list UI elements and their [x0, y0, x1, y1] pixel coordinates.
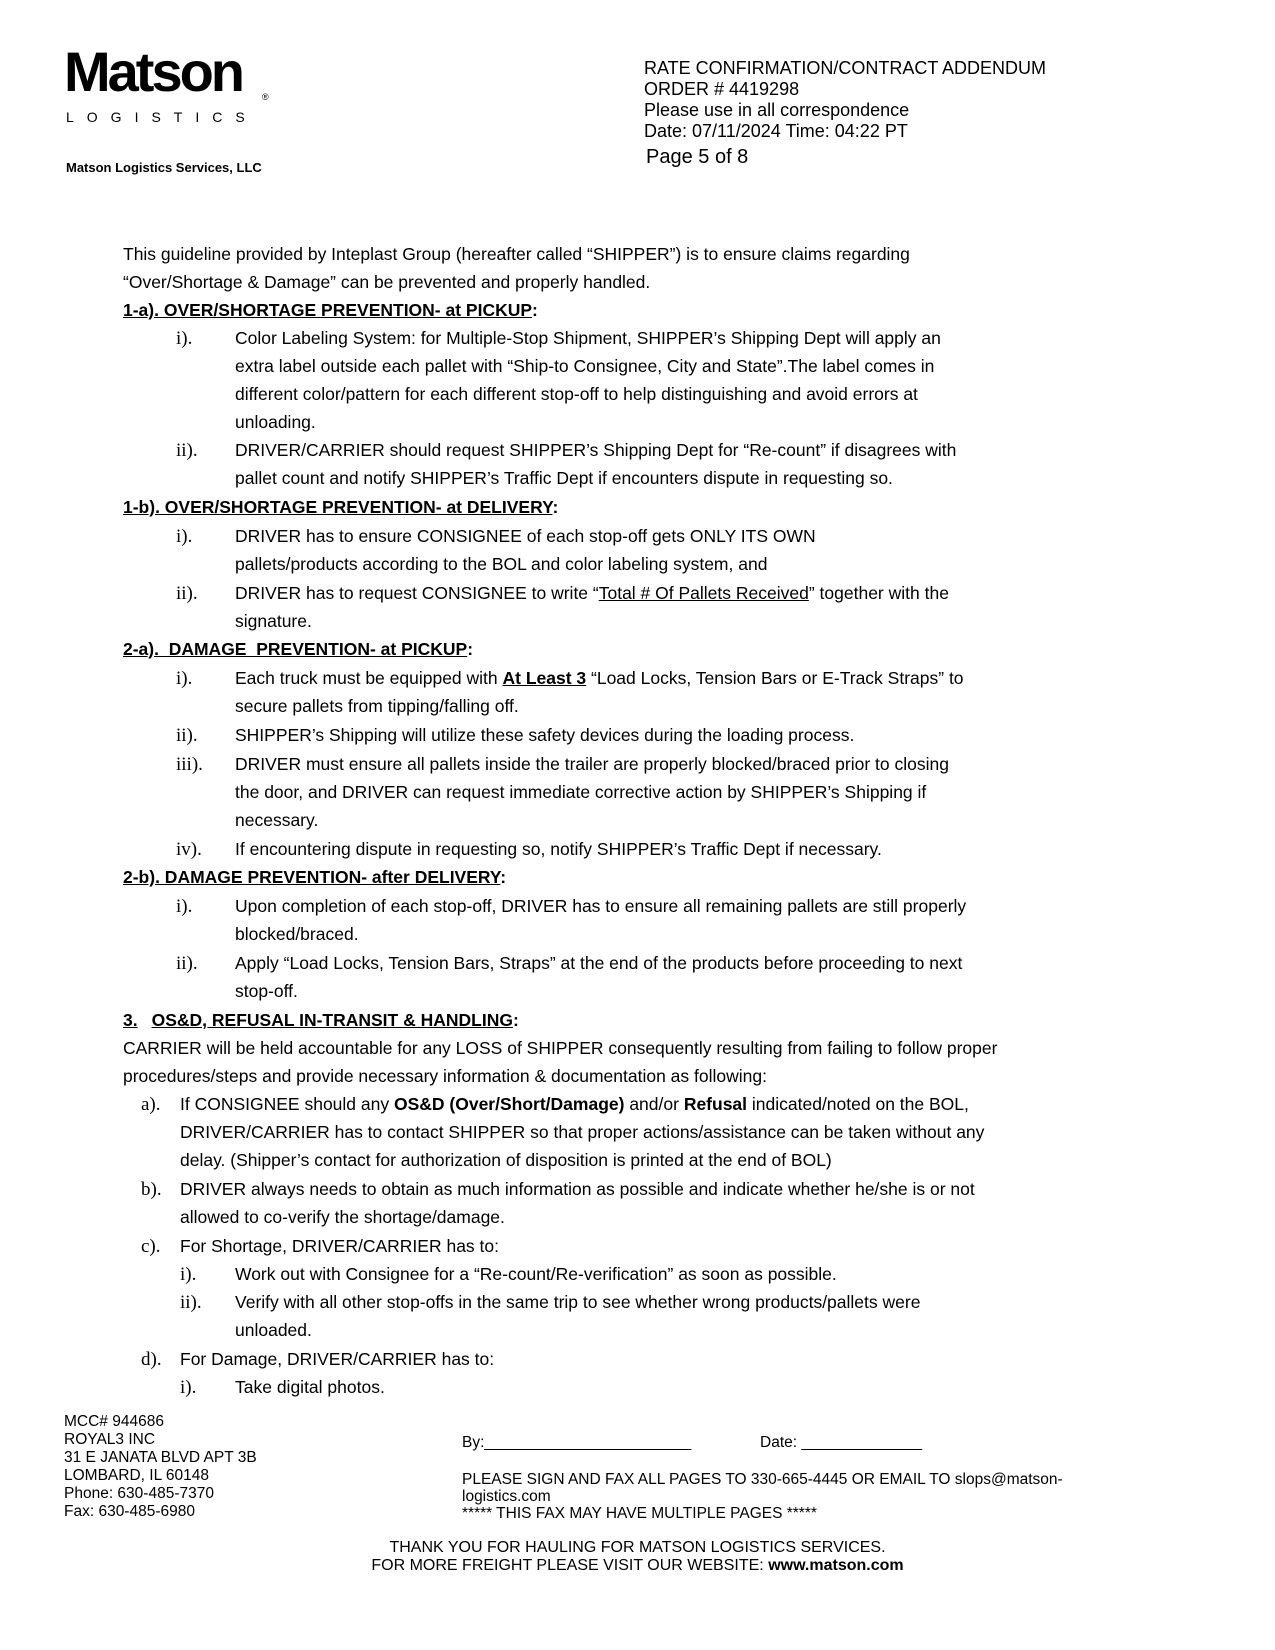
item-number: i).	[176, 526, 193, 547]
item-text: DRIVER always needs to obtain as much information as possible and indicate whether he/she is or not	[180, 1179, 975, 1199]
item-number: iv).	[176, 839, 202, 860]
carrier-name: ROYAL3 INC	[64, 1431, 156, 1448]
website-link[interactable]: www.matson.com	[768, 1557, 904, 1574]
item-text: For Shortage, DRIVER/CARRIER has to:	[180, 1236, 499, 1256]
section-heading-2b: 2-b). DAMAGE PREVENTION- after DELIVERY:	[123, 867, 507, 887]
item-text: pallets/products according to the BOL and color labeling system, and	[235, 554, 768, 574]
item-number: ii).	[176, 440, 198, 461]
item-text: unloaded.	[235, 1320, 312, 1340]
item-text: DRIVER has to ensure CONSIGNEE of each stop-off gets ONLY ITS OWN	[235, 526, 816, 546]
signature-date-field[interactable]: Date: ______________	[760, 1434, 923, 1451]
item-text: Color Labeling System: for Multiple-Stop Shipment, SHIPPER’s Shipping Dept will apply an	[235, 328, 941, 348]
company-logo-subtitle: LOGISTICS	[66, 109, 258, 125]
item-text: If encountering dispute in requesting so, notify SHIPPER’s Traffic Dept if necessary.	[235, 839, 882, 859]
item-number: iii).	[176, 754, 203, 775]
thank-you-note: THANK YOU FOR HAULING FOR MATSON LOGISTICS SERVICES.	[389, 1539, 886, 1556]
page-number: Page 5 of 8	[646, 146, 749, 168]
item-text: SHIPPER’s Shipping will utilize these safety devices during the loading process.	[235, 725, 855, 745]
item-text: Verify with all other stop-offs in the same trip to see whether wrong products/pallets were	[235, 1292, 921, 1312]
item-number: i).	[176, 328, 193, 349]
section-3-intro: procedures/steps and provide necessary information & documentation as following:	[123, 1066, 767, 1086]
signature-by-field[interactable]: By:________________________	[462, 1434, 692, 1451]
item-text: Each truck must be equipped with At Least 3 “Load Locks, Tension Bars or E-Track Straps” to	[235, 668, 964, 688]
item-text: Take digital photos.	[235, 1377, 385, 1397]
order-number: ORDER # 4419298	[644, 79, 800, 99]
carrier-mcc: MCC# 944686	[64, 1413, 164, 1430]
carrier-phone: Phone: 630-485-7370	[64, 1485, 214, 1502]
item-text: signature.	[235, 611, 312, 631]
item-text: DRIVER must ensure all pallets inside the trailer are properly blocked/braced prior to closing	[235, 754, 949, 774]
item-text: For Damage, DRIVER/CARRIER has to:	[180, 1349, 495, 1369]
carrier-fax: Fax: 630-485-6980	[64, 1503, 195, 1520]
item-text: necessary.	[235, 810, 319, 830]
intro-line: This guideline provided by Inteplast Group (hereafter called “SHIPPER”) is to ensure claims regarding	[123, 244, 910, 264]
registered-mark: ®	[262, 92, 269, 102]
item-text: Work out with Consignee for a “Re-count/Re-verification” as soon as possible.	[235, 1264, 837, 1284]
item-number: ii).	[176, 725, 198, 746]
item-text: extra label outside each pallet with “Ship-to Consignee, City and State”.The label comes in	[235, 356, 935, 376]
carrier-city: LOMBARD, IL 60148	[64, 1467, 210, 1484]
item-text: delay. (Shipper’s contact for authorization of disposition is printed at the end of BOL)	[180, 1150, 832, 1170]
item-text: DRIVER has to request CONSIGNEE to write “Total # Of Pallets Received” together with the	[235, 583, 949, 603]
carrier-address: 31 E JANATA BLVD APT 3B	[64, 1449, 257, 1466]
item-text: pallet count and notify SHIPPER’s Traffic Dept if encounters dispute in requesting so.	[235, 468, 893, 488]
section-heading-3: 3. OS&D, REFUSAL IN-TRANSIT & HANDLING:	[123, 1010, 519, 1030]
item-letter: d).	[141, 1349, 162, 1370]
item-number: i).	[176, 668, 193, 689]
item-text: unloading.	[235, 412, 316, 432]
document-title: RATE CONFIRMATION/CONTRACT ADDENDUM	[644, 58, 1047, 78]
item-text: allowed to co-verify the shortage/damage.	[180, 1207, 505, 1227]
item-text: DRIVER/CARRIER has to contact SHIPPER so that proper actions/assistance can be taken without any	[180, 1122, 985, 1142]
section-heading-2a: 2-a). DAMAGE PREVENTION- at PICKUP:	[123, 639, 474, 659]
item-text: different color/pattern for each different stop-off to help distinguishing and avoid errors at	[235, 384, 918, 404]
item-number: ii).	[176, 583, 198, 604]
item-text: the door, and DRIVER can request immediate corrective action by SHIPPER’s Shipping if	[235, 782, 927, 802]
item-number: i).	[176, 896, 193, 917]
section-3-intro: CARRIER will be held accountable for any LOSS of SHIPPER consequently resulting from failing to follow proper	[123, 1038, 998, 1058]
sign-instructions: PLEASE SIGN AND FAX ALL PAGES TO 330-665-4445 OR EMAIL TO slops@matson-	[462, 1471, 1063, 1488]
multiple-pages-note: ***** THIS FAX MAY HAVE MULTIPLE PAGES *****	[462, 1505, 817, 1522]
document-date-time: Date: 07/11/2024 Time: 04:22 PT	[644, 121, 908, 141]
item-number: ii).	[176, 953, 198, 974]
item-text: DRIVER/CARRIER should request SHIPPER’s Shipping Dept for “Re-count” if disagrees with	[235, 440, 957, 460]
item-letter: b).	[141, 1179, 162, 1200]
item-text: secure pallets from tipping/falling off.	[235, 696, 519, 716]
section-heading-1b: 1-b). OVER/SHORTAGE PREVENTION- at DELIVERY:	[123, 497, 559, 517]
item-letter: a).	[141, 1094, 161, 1115]
item-number: i).	[180, 1377, 197, 1398]
company-logo-wordmark: Matson	[64, 40, 242, 103]
item-text: If CONSIGNEE should any OS&D (Over/Short/Damage) and/or Refusal indicated/noted on the BOL,	[180, 1094, 969, 1114]
intro-line: “Over/Shortage & Damage” can be prevented and properly handled.	[123, 272, 651, 292]
item-number: i).	[180, 1264, 197, 1285]
item-text: blocked/braced.	[235, 924, 359, 944]
item-text: Apply “Load Locks, Tension Bars, Straps” at the end of the products before proceeding to next	[235, 953, 963, 973]
website-note: FOR MORE FREIGHT PLEASE VISIT OUR WEBSITE: www.matson.com	[371, 1557, 904, 1574]
correspondence-note: Please use in all correspondence	[644, 100, 910, 120]
item-number: ii).	[180, 1292, 202, 1313]
sign-instructions-cont: logistics.com	[462, 1488, 551, 1505]
item-text: stop-off.	[235, 981, 298, 1001]
company-name: Matson Logistics Services, LLC	[66, 160, 262, 175]
item-text: Upon completion of each stop-off, DRIVER has to ensure all remaining pallets are still properly	[235, 896, 967, 916]
section-heading-1a: 1-a). OVER/SHORTAGE PREVENTION- at PICKUP:	[123, 300, 538, 320]
item-letter: c).	[141, 1236, 161, 1257]
